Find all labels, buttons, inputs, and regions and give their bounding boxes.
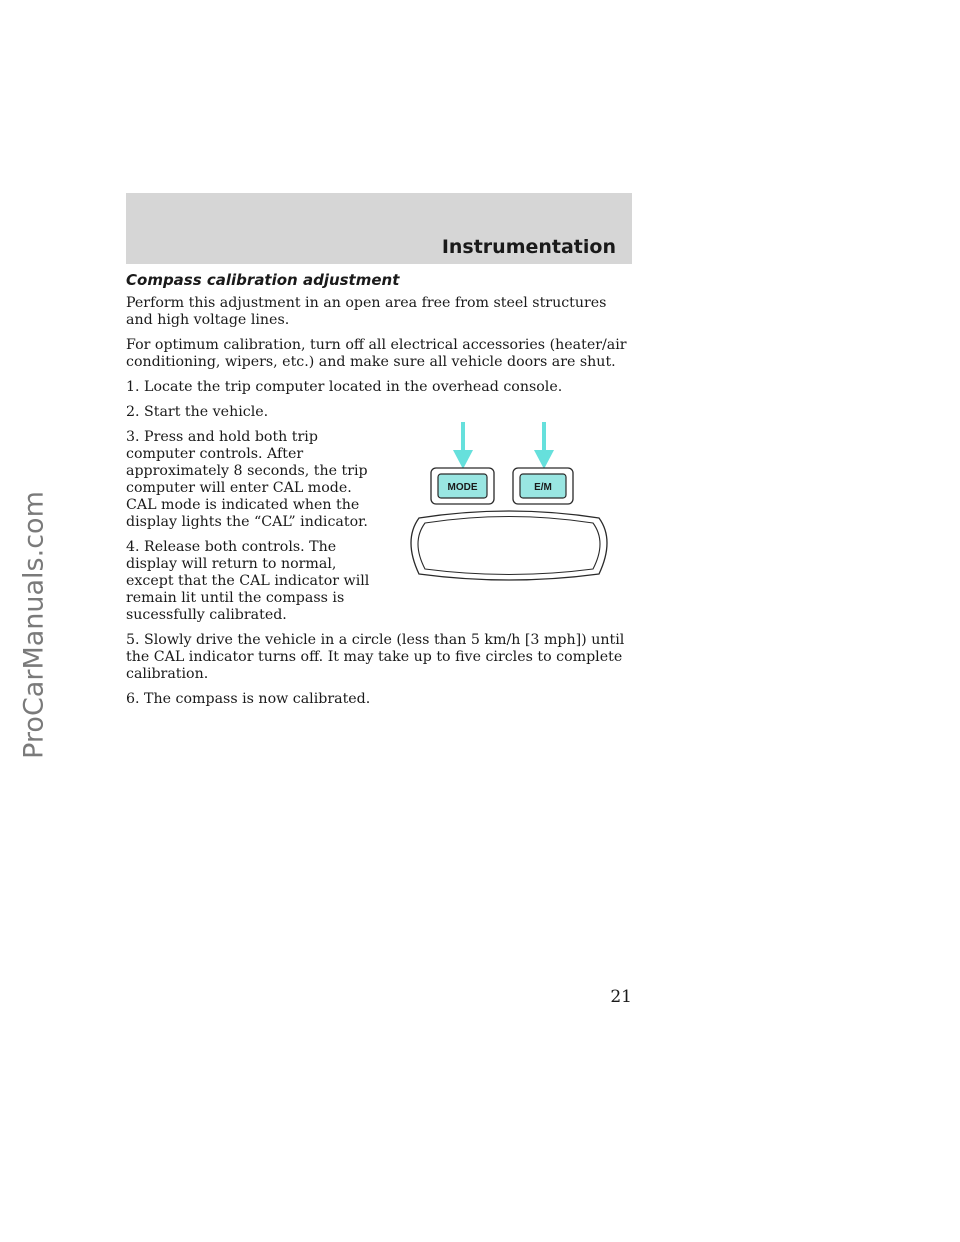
mode-button[interactable]	[431, 468, 494, 504]
paragraph-intro: Perform this adjustment in an open area free from steel structures and high voltage lines.	[126, 295, 607, 328]
em-button-label: E/M	[534, 482, 552, 493]
step-6: 6. The compass is now calibrated.	[126, 691, 371, 707]
overhead-console-diagram	[405, 420, 613, 585]
step-2: 2. Start the vehicle.	[126, 404, 269, 420]
paragraph-optimum: For optimum calibration, turn off all electrical accessories (heater/air conditioning, wipers, etc.) and make sure all vehicle doors are shut.	[126, 337, 627, 370]
section-title: Instrumentation	[441, 236, 616, 258]
step-1: 1. Locate the trip computer located in the overhead console.	[126, 379, 563, 395]
watermark	[4, 0, 64, 1242]
step-4: 4. Release both controls. The display will return to normal, except that the CAL indicator will remain lit until the compass is sucessfully calibrated.	[126, 539, 370, 623]
step-3: 3. Press and hold both trip computer controls. After approximately 8 seconds, the trip computer will enter CAL mode. CAL mode is indicated when the display lights the “CAL” indicator.	[126, 429, 368, 530]
page-number: 21	[610, 987, 632, 1007]
step-5: 5. Slowly drive the vehicle in a circle (less than 5 km/h [3 mph]) until the CAL indicator turns off. It may take up to five circles to complete calibration.	[126, 632, 625, 682]
em-press-arrow-icon	[534, 422, 554, 469]
mode-button-label: MODE	[447, 482, 478, 493]
section-header	[126, 193, 632, 264]
mode-press-arrow-icon	[453, 422, 473, 469]
section-heading: Compass calibration adjustment	[126, 271, 400, 289]
display-window	[411, 511, 607, 580]
em-button[interactable]	[513, 468, 573, 504]
watermark-text: ProCarManuals.com	[18, 491, 50, 759]
